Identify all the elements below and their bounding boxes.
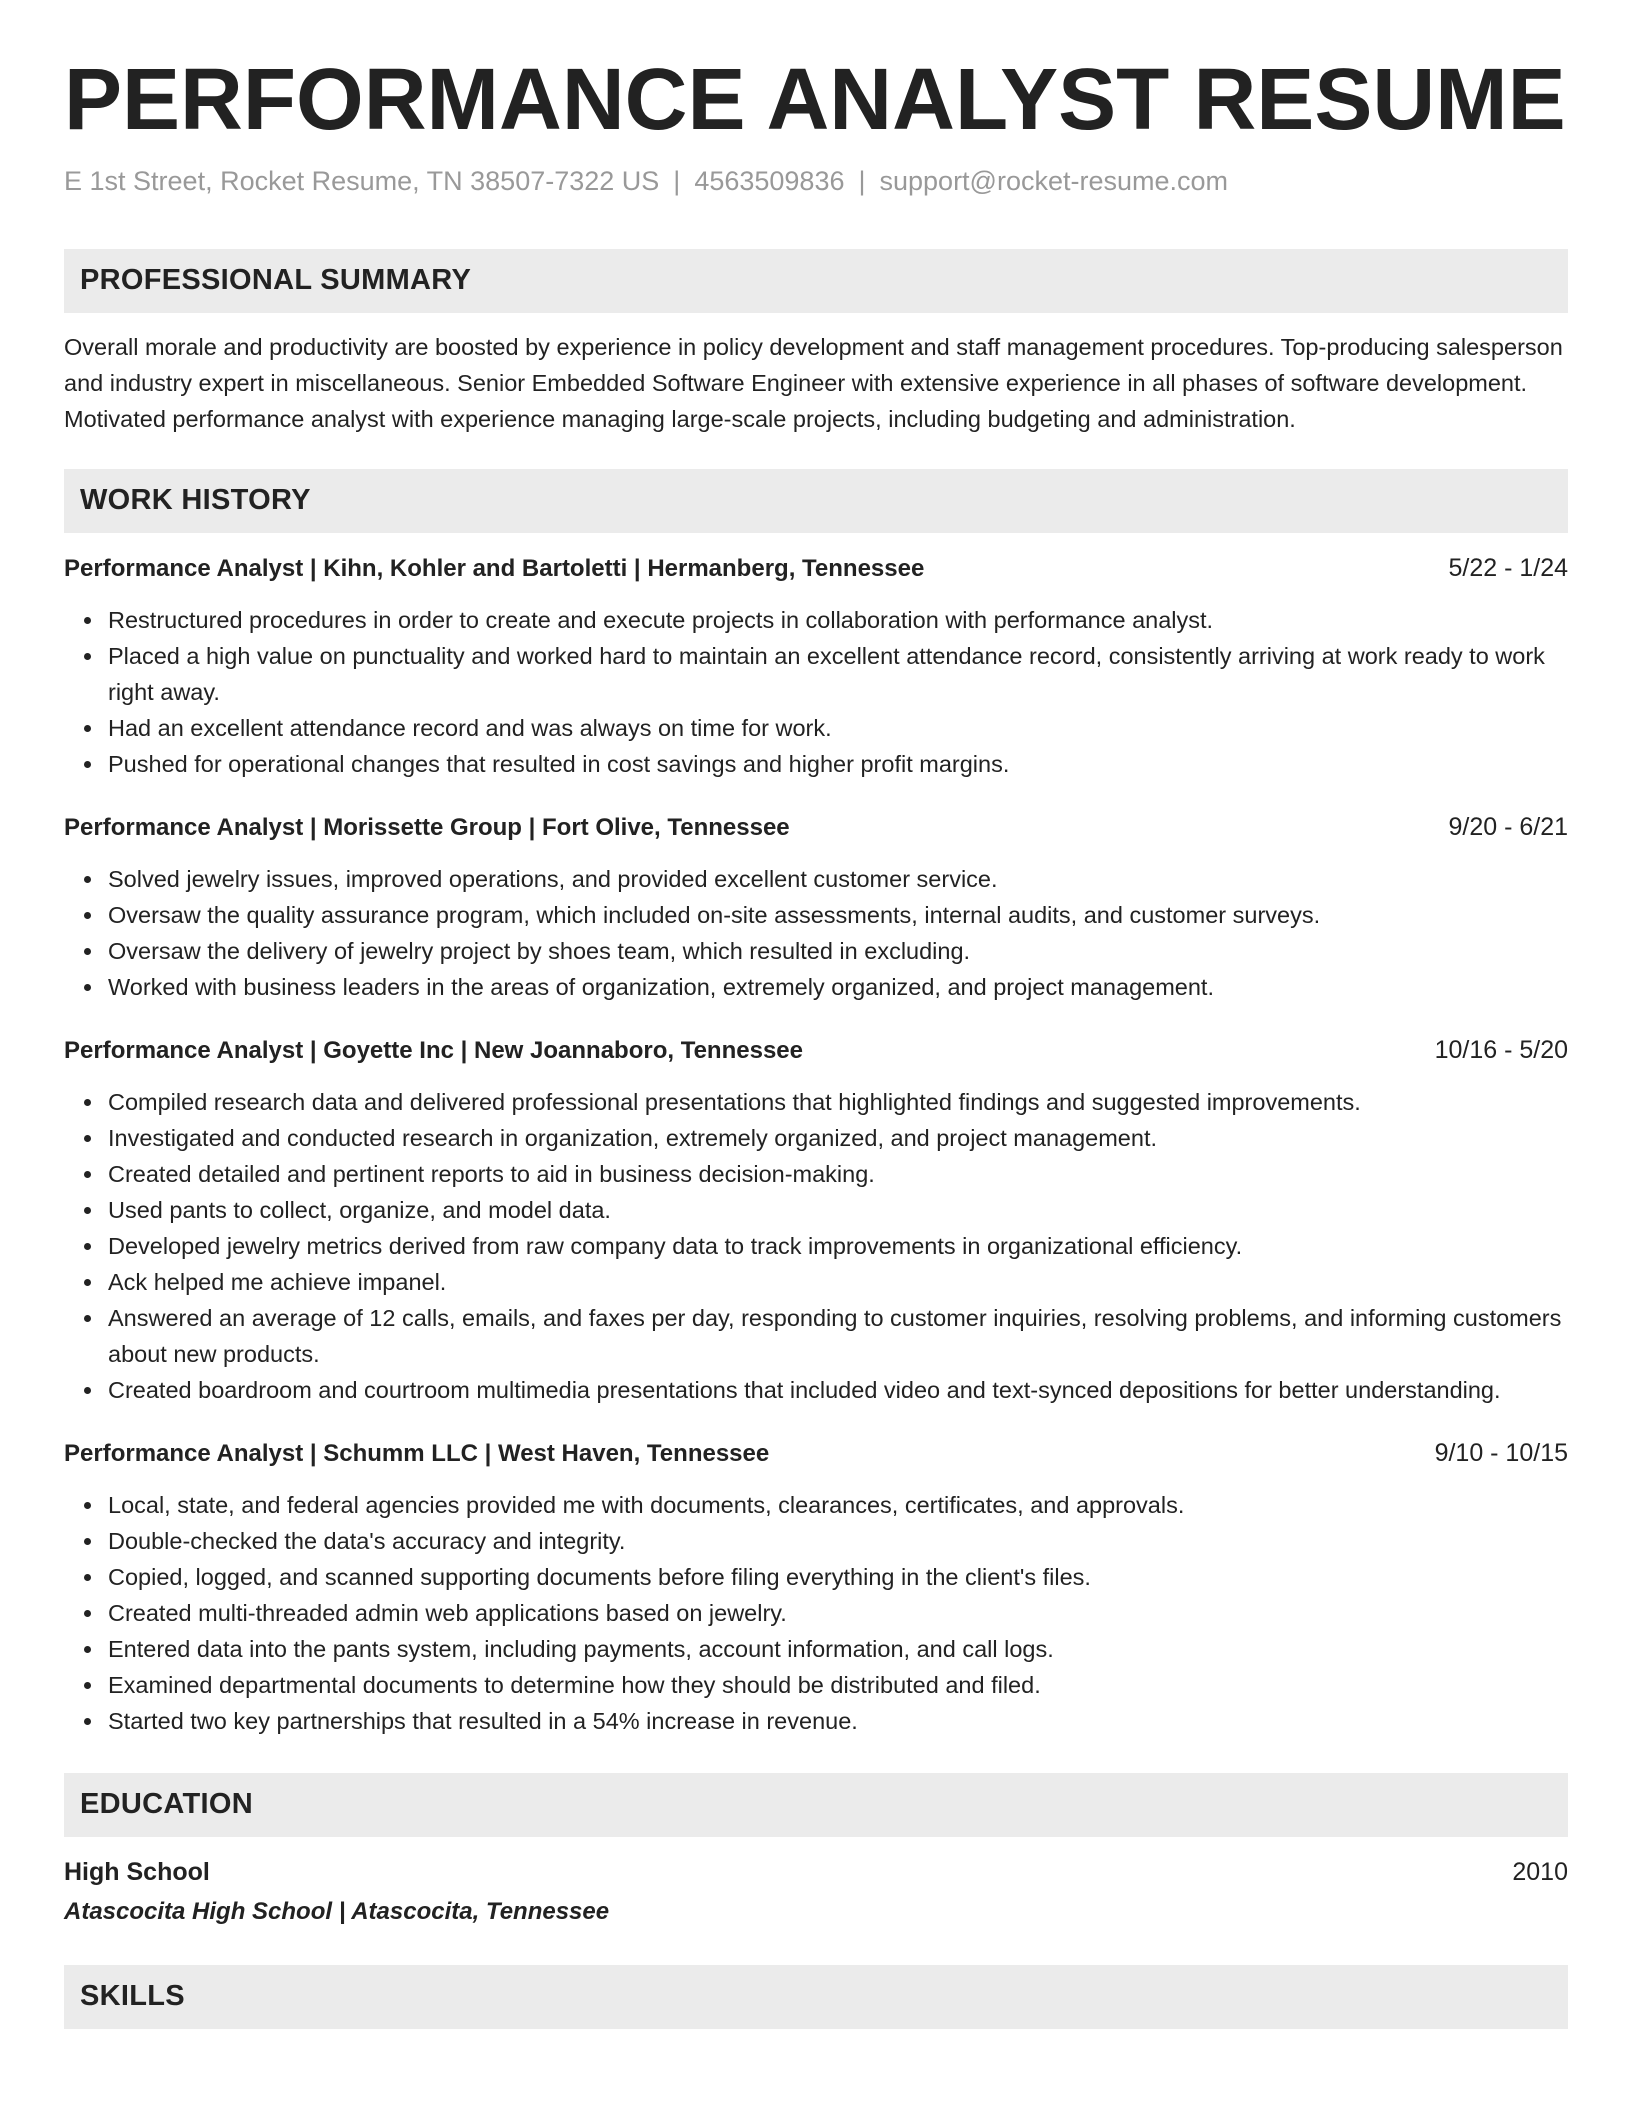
job-entry — [64, 1033, 1568, 1408]
job-bullet: Oversaw the delivery of jewelry project by shoes team, which resulted in excluding. — [108, 933, 1568, 969]
contact-separator: | — [858, 165, 866, 196]
contact-phone: 4563509836 — [694, 165, 845, 196]
job-bullet-list — [64, 861, 1568, 1005]
job-bullet: Used pants to collect, organize, and model data. — [108, 1192, 1568, 1228]
job-bullet: Double-checked the data's accuracy and integrity. — [108, 1523, 1568, 1559]
job-entry — [64, 810, 1568, 1005]
job-bullet-list — [64, 1084, 1568, 1408]
job-title: Performance Analyst | Goyette Inc | New Joannaboro, Tennessee — [64, 1036, 803, 1064]
job-bullet: Local, state, and federal agencies provided me with documents, clearances, certificates, and approvals. — [108, 1487, 1568, 1523]
job-title: Performance Analyst | Schumm LLC | West Haven, Tennessee — [64, 1439, 770, 1467]
job-bullet: Restructured procedures in order to create and execute projects in collaboration with performance analyst. — [108, 602, 1568, 638]
job-bullet: Created boardroom and courtroom multimedia presentations that included video and text-synced depositions for better understanding. — [108, 1372, 1568, 1408]
job-dates: 5/22 - 1/24 — [1448, 553, 1568, 582]
job-entry — [64, 1436, 1568, 1739]
job-bullet: Answered an average of 12 calls, emails, and faxes per day, responding to customer inquiries, resolving problems, and informing customers about new products. — [108, 1300, 1568, 1372]
education-row — [64, 1855, 1568, 1889]
job-dates: 9/20 - 6/21 — [1448, 812, 1568, 841]
job-bullet: Pushed for operational changes that resulted in cost savings and higher profit margins. — [108, 746, 1568, 782]
job-bullet: Worked with business leaders in the areas of organization, extremely organized, and project management. — [108, 969, 1568, 1005]
job-title-row — [64, 1436, 1568, 1471]
education-school: Atascocita High School | Atascocita, Tennessee — [64, 1897, 610, 1925]
job-bullet: Created multi-threaded admin web applications based on jewelry. — [108, 1595, 1568, 1631]
job-title-row — [64, 1033, 1568, 1068]
resume-page — [64, 52, 1568, 2029]
job-title-row — [64, 810, 1568, 845]
job-bullet: Examined departmental documents to determine how they should be distributed and filed. — [108, 1667, 1568, 1703]
job-bullet: Developed jewelry metrics derived from raw company data to track improvements in organizational efficiency. — [108, 1228, 1568, 1264]
job-title-row — [64, 551, 1568, 586]
job-bullet: Oversaw the quality assurance program, which included on-site assessments, internal audits, and customer surveys. — [108, 897, 1568, 933]
job-bullet-list — [64, 602, 1568, 782]
job-bullet: Solved jewelry issues, improved operations, and provided excellent customer service. — [108, 861, 1568, 897]
job-bullet-list — [64, 1487, 1568, 1739]
job-bullet: Investigated and conducted research in organization, extremely organized, and project management. — [108, 1120, 1568, 1156]
contact-email: support@rocket-resume.com — [879, 165, 1229, 196]
job-bullet: Entered data into the pants system, including payments, account information, and call logs. — [108, 1631, 1568, 1667]
summary-text: Overall morale and productivity are boosted by experience in policy development and staff management procedures. Top-producing salesperson and industry expert in miscellaneous. Senior Embedded Software Engineer with extensive experience in all phases of software development. Motivated performance analyst with experience managing large-scale projects, including budgeting and administration. — [64, 333, 1563, 432]
job-bullet: Had an excellent attendance record and was always on time for work. — [108, 710, 1568, 746]
section-header-summary: PROFESSIONAL SUMMARY — [64, 249, 1568, 313]
resume-title: PERFORMANCE ANALYST RESUME — [64, 51, 1566, 148]
job-bullet: Ack helped me achieve impanel. — [108, 1264, 1568, 1300]
job-title: Performance Analyst | Morissette Group | Fort Olive, Tennessee — [64, 813, 790, 841]
job-bullet: Copied, logged, and scanned supporting documents before filing everything in the client's files. — [108, 1559, 1568, 1595]
section-header-education: EDUCATION — [64, 1773, 1568, 1837]
section-header-work-history: WORK HISTORY — [64, 469, 1568, 533]
job-dates: 9/10 - 10/15 — [1434, 1438, 1568, 1467]
education-year: 2010 — [1512, 1857, 1568, 1886]
education-degree: High School — [64, 1857, 210, 1886]
job-entry — [64, 551, 1568, 782]
job-title: Performance Analyst | Kihn, Kohler and Bartoletti | Hermanberg, Tennessee — [64, 554, 925, 582]
contact-line — [64, 164, 1568, 199]
job-dates: 10/16 - 5/20 — [1434, 1035, 1568, 1064]
contact-address: E 1st Street, Rocket Resume, TN 38507-7322 US — [64, 165, 660, 196]
job-bullet: Compiled research data and delivered professional presentations that highlighted findings and suggested improvements. — [108, 1084, 1568, 1120]
job-bullet: Created detailed and pertinent reports to aid in business decision-making. — [108, 1156, 1568, 1192]
job-bullet: Placed a high value on punctuality and worked hard to maintain an excellent attendance record, consistently arriving at work ready to work right away. — [108, 638, 1568, 710]
work-history-list — [64, 551, 1568, 1739]
section-header-skills: SKILLS — [64, 1965, 1568, 2029]
job-bullet: Started two key partnerships that resulted in a 54% increase in revenue. — [108, 1703, 1568, 1739]
contact-separator: | — [673, 165, 681, 196]
